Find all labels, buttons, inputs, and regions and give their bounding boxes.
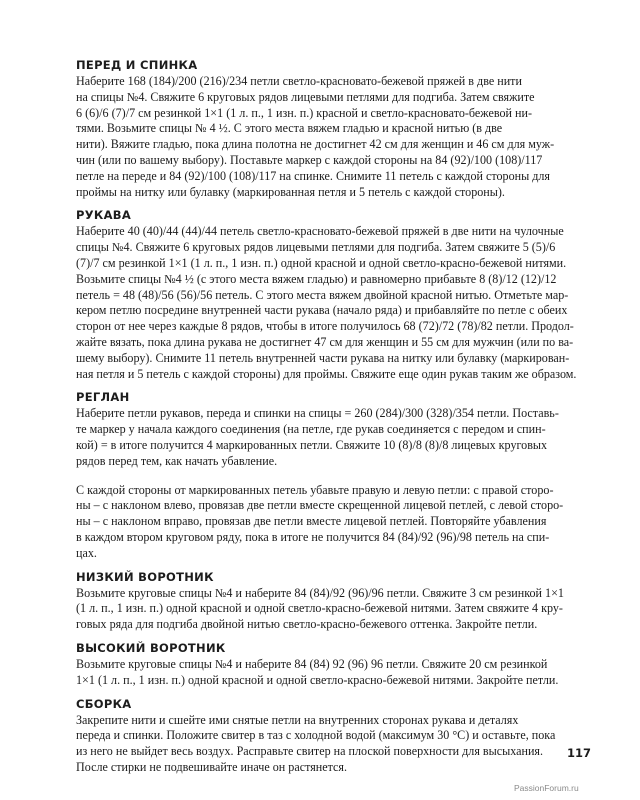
paragraph: Наберите 40 (40)/44 (44)/44 петель светло-красновато-бежевой пряжей в две нити на чулочные спицы №4. Свяжите 6 круговых рядов лицевыми петлями для подгиба. Затем свяжите 5 (5)/6 (7)/7 см резинкой 1×1 (1 л. п., 1 изн. п.) одной красной и одной светло-красно-бежевой нитями. Возьмите спицы №4 ½ (с этого места вяжем гладью) и равномерно прибавьте 8 (8)/12 (12)/12 петель = 48 (48)/56 (56)/56 петель. С этого места вяжем двойной красной нитью. Отметьте мар- кером петлю посредине внутренней части рукава (начало ряда) и прибавляйте по петле с обеих сторон от нее через каждые 8 рядов, чтобы в итоге получилось 68 (72)/72 (78)/82 петли. Продол- жайте вязать, пока длина рукава не достигнет 47 см для женщин и 55 см для мужчин (или по ва- шему выбору). Снимите 11 петель внутренней части рукава на нитку или булавку (маркирован- ная петля и 5 петель с каждой стороны) для проймы. Свяжите еще один рукав таким же образом.	[76, 224, 577, 381]
section-heading: НИЗКИЙ ВОРОТНИК	[76, 569, 214, 584]
page-content	[76, 58, 588, 784]
paragraph: Наберите петли рукавов, переда и спинки на спицы = 260 (284)/300 (328)/354 петли. Поставь- те маркер у начала каждого соединения (на петле, где рукав соединяется с передом и спин- кой) = в итоге получится 4 маркированных петли. Свяжите 10 (8)/8 (8)/8 лицевых круговых рядов перед тем, как начать убавление.	[76, 406, 559, 468]
paragraph: С каждой стороны от маркированных петель убавьте правую и левую петли: с правой сторо- ны – с наклоном влево, провязав две петли вместе скрещенной лицевой петлей, с левой сторо- ны – с наклоном вправо, провязав две петли вместе лицевой петлей. Повторяйте убавления в каждом втором круговом ряду, пока в итоге не получится 84 (84)/92 (96)/98 петель на спи- цах.	[76, 482, 564, 560]
section-heading: СБОРКА	[76, 696, 132, 711]
section-assembly	[76, 697, 588, 776]
paragraph: Возьмите круговые спицы №4 и наберите 84 (84) 92 (96) 96 петли. Свяжите 20 см резинкой 1×1 (1 л. п., 1 изн. п.) одной красной и одной светло-красно-бежевой нитями. Закройте петли.	[76, 656, 559, 687]
section-raglan	[76, 390, 588, 561]
page-number: 117	[567, 746, 592, 760]
section-heading: ПЕРЕД И СПИНКА	[76, 58, 198, 72]
paragraph: Наберите 168 (184)/200 (216)/234 петли светло-красновато-бежевой пряжей в две нити на спицы №4. Свяжите 6 круговых рядов лицевыми петлями для подгиба. Затем свяжите 6 (6)/6 (7)/7 см резинкой 1×1 (1 л. п., 1 изн. п.) красной и светло-красновато-бежевой ни- тями. Возьмите спицы № 4 ½. С этого места вяжем гладью и красной нитью (в две нити). Вяжите гладью, пока длина полотна не достигнет 42 см для женщин и 46 см для муж- чин (или по вашему выбору). Поставьте маркер с каждой стороны на 84 (92)/100 (108)/117 петле на переде и 84 (92)/100 (108)/117 на спинке. Снимите 11 петель с каждой стороны для проймы на нитку или булавку (маркированная петля и 5 петель с каждой стороны).	[76, 74, 555, 199]
section-sleeves	[76, 208, 588, 382]
watermark: PassionForum.ru	[514, 783, 579, 793]
section-heading: ВЫСОКИЙ ВОРОТНИК	[76, 640, 226, 655]
section-low-collar	[76, 570, 588, 633]
section-high-collar	[76, 641, 588, 689]
section-heading: РЕГЛАН	[76, 390, 130, 405]
section-front-back	[76, 58, 588, 200]
paragraph: Закрепите нити и сшейте ими снятые петли на внутренних сторонах рукава и деталях переда и спинки. Положите свитер в таз с холодной водой (максимум 30 °C) и оставьте, пока из него не выйдет весь воздух. Расправьте свитер на плоской поверхности для высыхания. После стирки не подвешивайте иначе он растянется.	[76, 712, 556, 774]
section-heading: РУКАВА	[76, 208, 132, 223]
paragraph: Возьмите круговые спицы №4 и наберите 84 (84)/92 (96)/96 петли. Свяжите 3 см резинкой 1×1 (1 л. п., 1 изн. п.) одной красной и одной светло-красно-бежевой нитями. Затем свяжите 4 кру- говых ряда для подгиба двойной нитью светло-красно-бежевого оттенка. Закройте петли.	[76, 585, 564, 632]
